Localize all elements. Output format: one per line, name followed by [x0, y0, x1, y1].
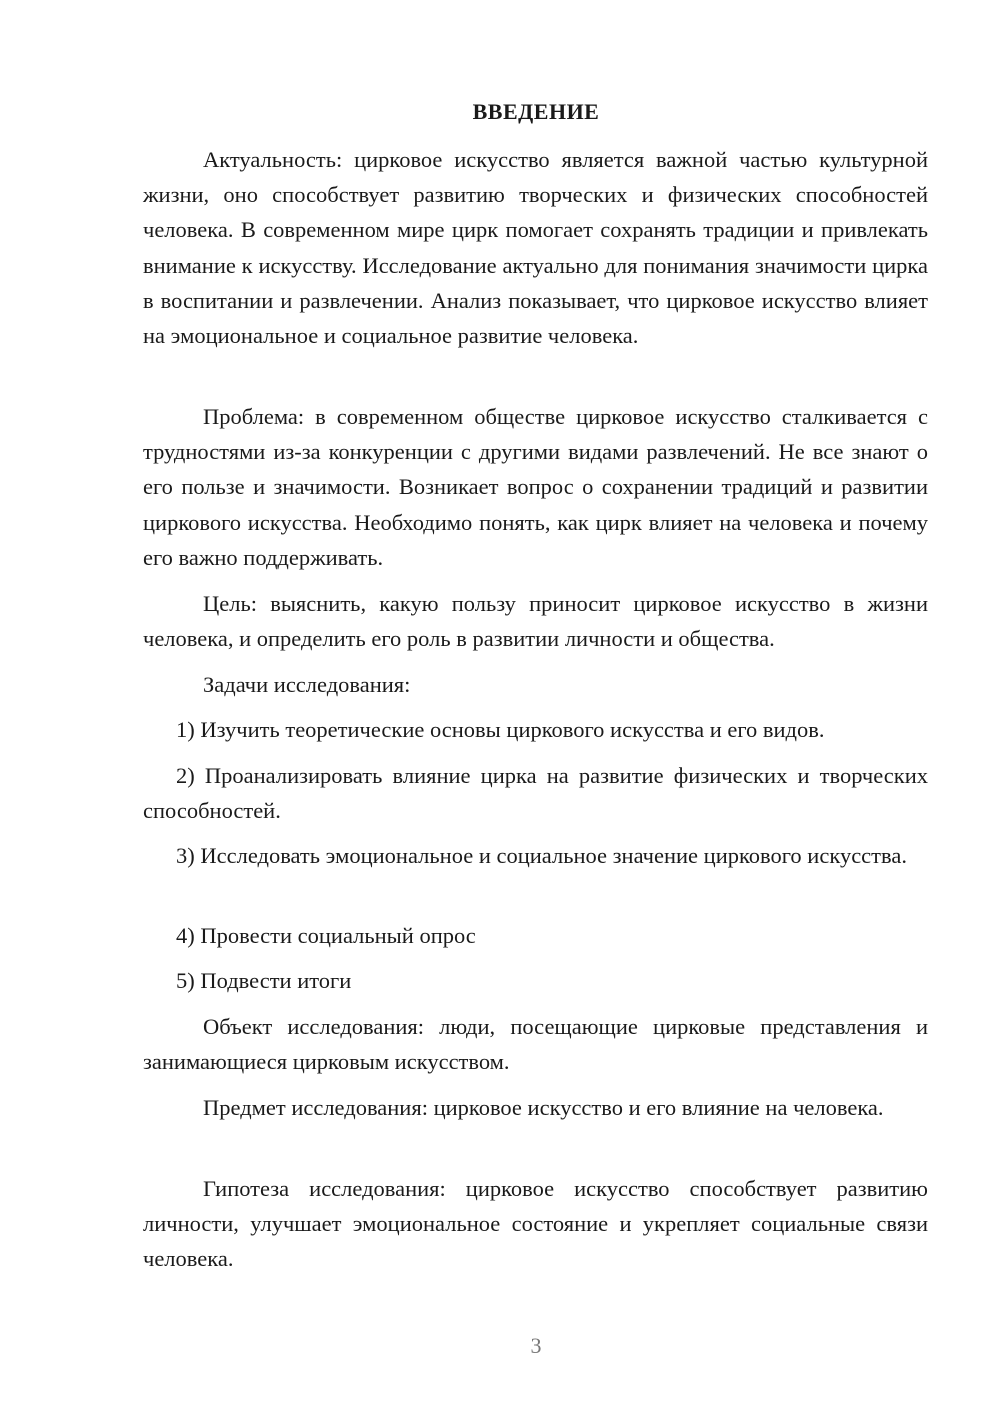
paragraph-object: Объект исследования: люди, посещающие цирковые представления и занимающиеся цирковым искусством. [143, 1014, 928, 1075]
paragraph-problem: Проблема: в современном обществе цирковое искусство сталкивается с трудностями из-за конкуренции с другими видами развлечений. Не все знают о его пользе и значимости. Возникает вопрос о сохранении традиций и развитии циркового искусства. Необходимо понять, как цирк влияет на человека и почему его важно поддерживать. [143, 404, 928, 570]
page-number: 3 [530, 1333, 542, 1358]
task-item-4: 4) Провести социальный опрос [176, 923, 476, 948]
task-item-5: 5) Подвести итоги [176, 968, 352, 993]
paragraph-hypothesis: Гипотеза исследования: цирковое искусство способствует развитию личности, улучшает эмоциональное состояние и укрепляет социальные связи человека. [143, 1176, 928, 1272]
paragraph-goal: Цель: выяснить, какую пользу приносит цирковое искусство в жизни человека, и определить его роль в развитии личности и общества. [143, 591, 928, 652]
paragraph-relevance: Актуальность: цирковое искусство является важной частью культурной жизни, оно способствует развитию творческих и физических способностей человека. В современном мире цирк помогает сохранять традиции и привлекать внимание к искусству. Исследование актуально для понимания значимости цирка в воспитании и развлечении. Анализ показывает, что цирковое искусство влияет на эмоциональное и социальное развитие человека. [143, 147, 928, 349]
paragraph-tasks-title: Задачи исследования: [203, 672, 411, 697]
task-item-2: 2) Проанализировать влияние цирка на развитие физических и творческих способностей. [143, 763, 928, 824]
task-item-1: 1) Изучить теоретические основы циркового искусства и его видов. [176, 717, 825, 742]
section-heading: ВВЕДЕНИЕ [472, 99, 600, 124]
paragraph-subject: Предмет исследования: цирковое искусство и его влияние на человека. [203, 1095, 884, 1120]
task-item-3: 3) Исследовать эмоциональное и социальное значение циркового искусства. [176, 843, 907, 868]
